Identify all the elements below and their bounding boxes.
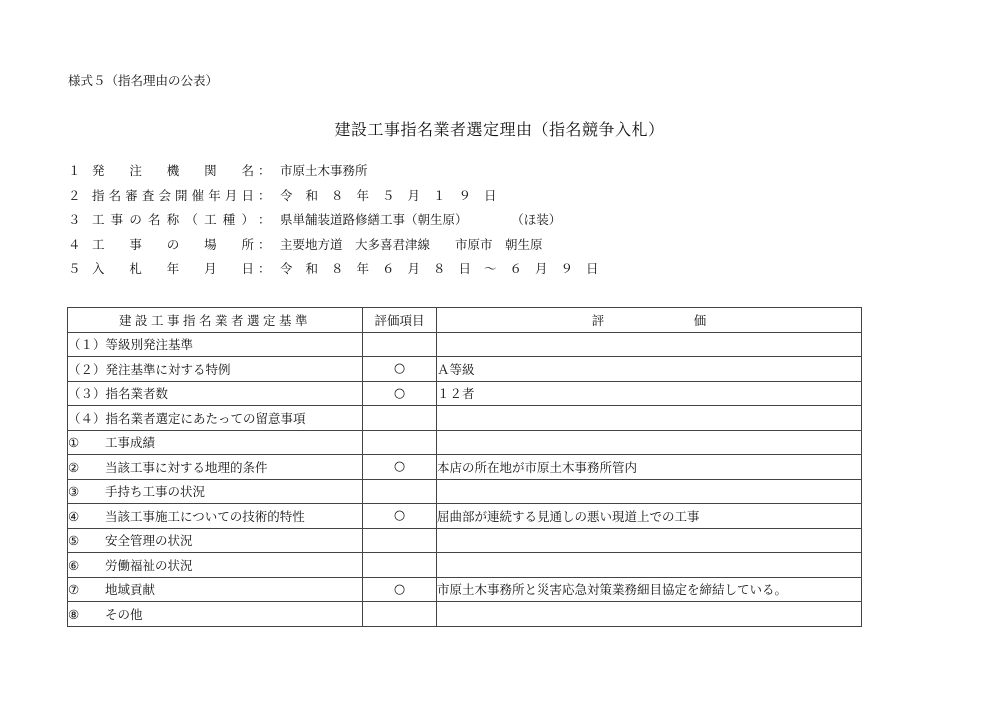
info-number: １ <box>68 163 81 179</box>
criteria-cell <box>68 553 363 578</box>
table-row <box>68 332 862 357</box>
criteria-text: 工事成績 <box>105 435 156 451</box>
evaluation-value <box>437 528 862 553</box>
evaluation-value: 本店の所在地が市原土木事務所管内 <box>437 455 862 480</box>
evaluation-mark: ○ <box>363 577 437 602</box>
table-row <box>68 504 862 529</box>
evaluation-value <box>437 332 862 357</box>
evaluation-mark: ○ <box>363 357 437 382</box>
evaluation-value <box>437 553 862 578</box>
evaluation-mark <box>363 430 437 455</box>
info-colon: ： <box>258 236 271 252</box>
info-label: 入札年月日 <box>92 261 254 277</box>
document-title: 建設工事指名業者選定理由（指名競争入札） <box>334 120 665 139</box>
criteria-cell: （１）等級別発注基準 <box>68 332 363 357</box>
info-value: 市原土木事務所 <box>280 163 368 179</box>
criteria-text: 当該工事施工についての技術的特性 <box>105 508 305 524</box>
info-label: 指名審査会開催年月日 <box>92 187 254 203</box>
criteria-cell <box>68 455 363 480</box>
criteria-text: 安全管理の状況 <box>105 533 193 549</box>
info-value: 令和８年６月８日～６月９日 <box>280 261 612 277</box>
evaluation-value: 市原土木事務所と災害応急対策業務細目協定を締結している。 <box>437 577 862 602</box>
table-row <box>68 602 862 627</box>
header-evaluation-char-1: 評 <box>591 312 605 328</box>
header-evaluation-char-2: 価 <box>693 312 707 328</box>
info-number: ４ <box>68 236 81 252</box>
info-label: 工事の名称（工種） <box>92 212 254 228</box>
evaluation-value <box>437 602 862 627</box>
info-value <box>280 210 948 228</box>
evaluation-mark <box>363 406 437 431</box>
table-row <box>68 577 862 602</box>
info-colon: ： <box>258 261 271 277</box>
evaluation-mark <box>363 479 437 504</box>
criteria-cell <box>68 504 363 529</box>
item-number: ⑦ <box>68 582 80 598</box>
info-row-bid-date <box>68 256 948 281</box>
criteria-text: その他 <box>105 606 143 622</box>
table-row <box>68 406 862 431</box>
evaluation-mark <box>363 528 437 553</box>
project-info <box>68 158 948 281</box>
table-row <box>68 381 862 406</box>
item-number: ⑧ <box>68 606 80 622</box>
info-colon: ： <box>258 187 271 203</box>
header-evaluation <box>437 308 862 333</box>
criteria-cell: （３）指名業者数 <box>68 381 363 406</box>
info-row-review-date <box>68 183 948 208</box>
header-item: 評価項目 <box>363 308 437 333</box>
info-colon: ： <box>258 212 271 228</box>
criteria-cell <box>68 430 363 455</box>
criteria-text: 地域貢献 <box>105 582 156 598</box>
info-value: 令和８年５月１９日 <box>280 187 510 203</box>
info-number: ２ <box>68 187 81 203</box>
criteria-text: 手持ち工事の状況 <box>105 484 206 500</box>
evaluation-value <box>437 430 862 455</box>
item-number: ⑥ <box>68 557 80 573</box>
criteria-cell <box>68 528 363 553</box>
table-row <box>68 430 862 455</box>
criteria-text: 労働福祉の状況 <box>105 557 193 573</box>
item-number: ⑤ <box>68 533 80 549</box>
criteria-text: 当該工事に対する地理的条件 <box>105 459 268 475</box>
evaluation-value: １２者 <box>437 381 862 406</box>
evaluation-mark: ○ <box>363 455 437 480</box>
table-row <box>68 553 862 578</box>
table-row <box>68 479 862 504</box>
form-label: 様式５（指名理由の公表） <box>68 73 219 88</box>
header-criteria: 建設工事指名業者選定基準 <box>68 308 363 333</box>
work-type-text: （ほ装） <box>517 212 562 228</box>
info-row-work-name <box>68 207 948 232</box>
evaluation-value <box>437 479 862 504</box>
table-row <box>68 455 862 480</box>
table-header-row <box>68 308 862 333</box>
info-label: 発注機関名 <box>92 163 254 179</box>
item-number: ④ <box>68 508 80 524</box>
info-row-agency <box>68 158 948 183</box>
work-name-text: 県単舗装道路修繕工事（朝生原） <box>280 212 468 228</box>
evaluation-value: Ａ等級 <box>437 357 862 382</box>
selection-criteria-table <box>67 307 862 627</box>
criteria-cell: （４）指名業者選定にあたっての留意事項 <box>68 406 363 431</box>
evaluation-mark: ○ <box>363 504 437 529</box>
evaluation-value <box>437 406 862 431</box>
table-row <box>68 528 862 553</box>
info-label: 工事の場所 <box>92 236 254 252</box>
criteria-cell <box>68 602 363 627</box>
item-number: ③ <box>68 484 80 500</box>
evaluation-mark <box>363 553 437 578</box>
item-number: ① <box>68 435 80 451</box>
info-number: ３ <box>68 212 81 228</box>
info-colon: ： <box>258 163 271 179</box>
table-row <box>68 357 862 382</box>
info-row-location <box>68 232 948 257</box>
info-value: 主要地方道 大多喜君津線 市原市 朝生原 <box>280 236 543 252</box>
evaluation-value: 屈曲部が連続する見通しの悪い現道上での工事 <box>437 504 862 529</box>
evaluation-mark <box>363 332 437 357</box>
evaluation-mark: ○ <box>363 381 437 406</box>
item-number: ② <box>68 459 80 475</box>
evaluation-mark <box>363 602 437 627</box>
criteria-cell <box>68 577 363 602</box>
info-number: ５ <box>68 261 81 277</box>
criteria-cell: （２）発注基準に対する特例 <box>68 357 363 382</box>
criteria-cell <box>68 479 363 504</box>
